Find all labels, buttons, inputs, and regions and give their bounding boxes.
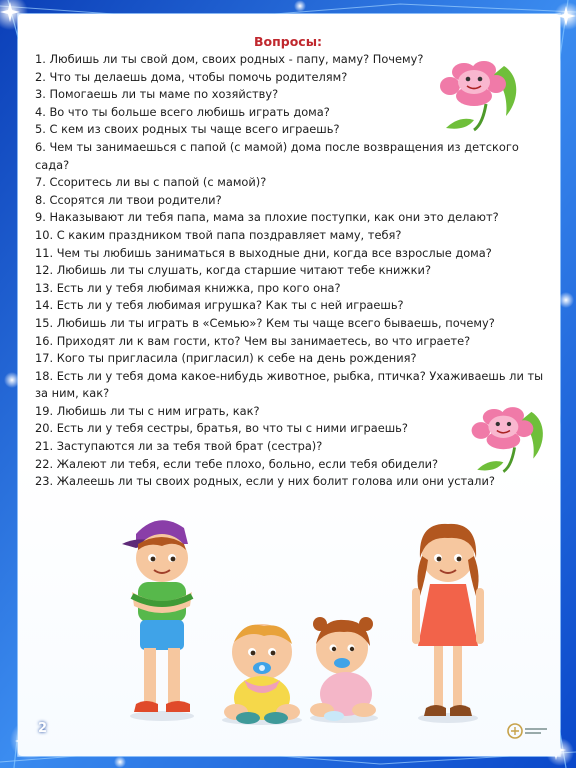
question-item: 23. Жалеешь ли ты своих родных, если у них болит голова или они устали? bbox=[35, 474, 495, 489]
question-item: 13. Есть ли у тебя любимая книжка, про кого она? bbox=[35, 280, 341, 295]
question-item: 21. Заступаются ли за тебя твой брат (сестра)? bbox=[35, 439, 323, 454]
baby-girl-illustration bbox=[302, 610, 384, 724]
flower-icon bbox=[434, 56, 526, 132]
flower-icon bbox=[466, 402, 552, 474]
question-item: 18. Есть ли у тебя дома какое-нибудь животное, рыбка, птичка? Ухаживаешь ли ты за ним, как? bbox=[35, 368, 544, 401]
question-item: 5. С кем из своих родных ты чаще всего играешь? bbox=[35, 122, 340, 137]
question-item: 16. Приходят ли к вам гости, кто? Чем вы занимаетесь, во что играете? bbox=[35, 333, 471, 348]
question-item: 8. Ссорятся ли твои родители? bbox=[35, 192, 222, 207]
page-number: 2 bbox=[38, 721, 48, 736]
question-item: 6. Чем ты занимаешься с папой (с мамой) дома после возвращения из детского сада? bbox=[35, 139, 519, 172]
boy-cap-illustration bbox=[118, 514, 204, 724]
question-item: 19. Любишь ли ты с ним играть, как? bbox=[35, 403, 260, 418]
question-item: 7. Ссоритесь ли вы с папой (с мамой)? bbox=[35, 175, 267, 190]
question-item: 17. Кого ты пригласила (пригласил) к себе на день рождения? bbox=[35, 351, 417, 366]
questions-title: Вопросы: bbox=[254, 34, 322, 49]
question-item: 11. Чем ты любишь заниматься в выходные дни, когда все взрослые дома? bbox=[35, 245, 492, 260]
question-item: 2. Что ты делаешь дома, чтобы помочь родителям? bbox=[35, 69, 348, 84]
question-item: 22. Жалеют ли тебя, если тебе плохо, больно, если тебя обидели? bbox=[35, 456, 439, 471]
question-item: 9. Наказывают ли тебя папа, мама за плохие поступки, как они это делают? bbox=[35, 210, 499, 225]
question-item: 15. Любишь ли ты играть в «Семью»? Кем ты чаще всего бываешь, почему? bbox=[35, 315, 495, 330]
logo-mark-icon bbox=[506, 722, 550, 740]
question-item: 14. Есть ли у тебя любимая игрушка? Как ты с ней играешь? bbox=[35, 298, 404, 313]
baby-boy-illustration bbox=[214, 618, 310, 726]
question-item: 3. Помогаешь ли ты маме по хозяйству? bbox=[35, 87, 279, 102]
question-item: 10. С каким праздником твой папа поздравляет маму, тебя? bbox=[35, 227, 402, 242]
girl-orange-dress-illustration bbox=[408, 516, 488, 726]
question-item: 1. Любишь ли ты свой дом, своих родных - папу, маму? Почему? bbox=[35, 52, 424, 66]
question-item: 12. Любишь ли ты слушать, когда старшие читают тебе книжки? bbox=[35, 263, 431, 278]
question-item: 4. Во что ты больше всего любишь играть дома? bbox=[35, 104, 330, 119]
question-item: 20. Есть ли у тебя сестры, братья, во что ты с ними играешь? bbox=[35, 421, 408, 436]
